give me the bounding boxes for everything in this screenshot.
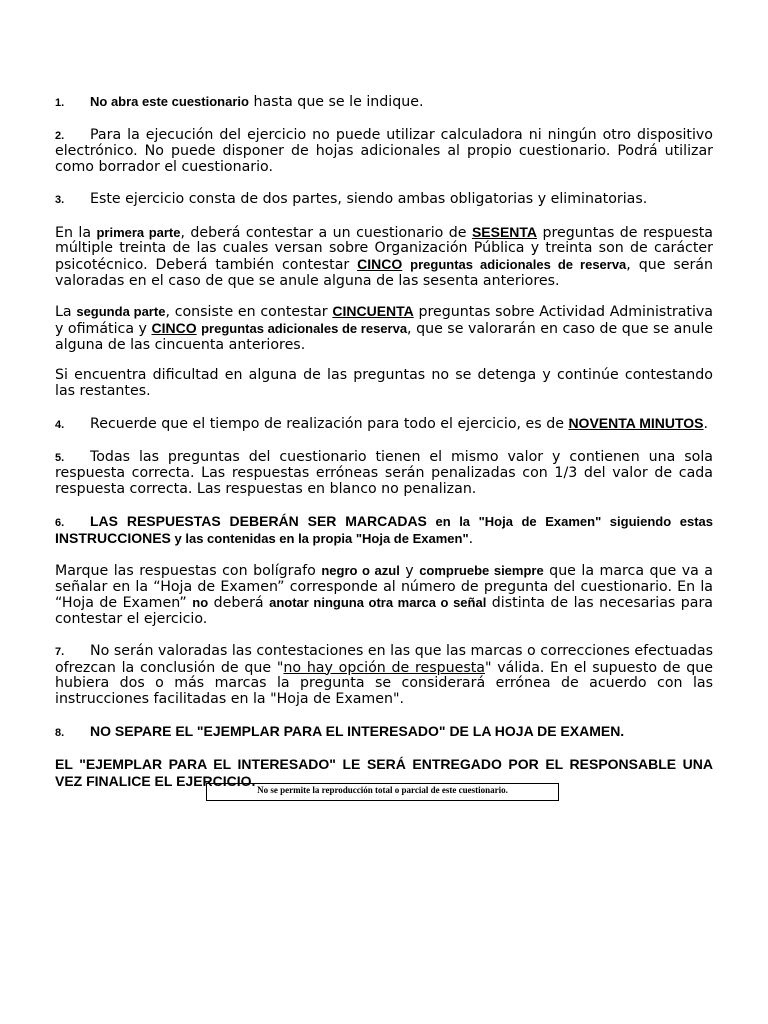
text: . [703, 415, 709, 432]
item-number: 3. [55, 193, 65, 206]
instructions-document [55, 94, 713, 791]
text: Todas las preguntas del cuestionario tienen el mismo valor y contienen una sola respuesta correcta. Las respuestas erróneas serán penalizadas con 1/3 del valor de cada respuesta correcta. Las respuestas en blanco no penalizan. [55, 448, 713, 497]
text: preguntas sobre Actividad Administrativa y ofimática y [55, 304, 714, 338]
bold-text: segunda parte [76, 304, 166, 320]
bold-underlined-text: SESENTA [471, 223, 538, 240]
bold-caps-text: EL "EJEMPLAR PARA EL INTERESADO" LE SERÁ ENTREGADO POR EL RESPONSABLE UNA VEZ FINALICE EL EJERCICIO. [55, 756, 713, 790]
bold-text: negro o azul [321, 563, 400, 579]
instruction-1 [55, 94, 713, 112]
item-number: 6. [55, 516, 65, 529]
text: " válida. En el supuesto de que hubiera dos o más marcas la pregunta se considerará errónea de acuerdo con las instrucciones facilitadas en la "Hoja de Examen". [55, 659, 713, 707]
bold-caps-text: NO SEPARE EL "EJEMPLAR PARA EL INTERESADO" DE LA HOJA DE EXAMEN. [90, 722, 625, 739]
marking-paragraph [55, 563, 713, 628]
item-number: 2. [55, 129, 65, 142]
text: , que serán valoradas en el caso de que se anule alguna de las sesenta anteriores. [55, 256, 713, 289]
bold-text: en la "Hoja de Examen" siguiendo estas [426, 513, 714, 529]
instruction-3 [55, 192, 713, 209]
bold-text: y las contenidas en la propia "Hoja de Examen" [170, 531, 469, 547]
text: No serán valoradas las contestaciones en las que las marcas o correcciones efectuadas ofrezcan la conclusión de que " [55, 642, 713, 676]
bold-text: compruebe siempre [419, 563, 544, 579]
first-part-paragraph [55, 225, 713, 290]
instruction-6 [55, 514, 713, 548]
bold-text: anotar ninguna otra marca o señal [269, 595, 487, 611]
text: En la [55, 224, 97, 241]
bold-underlined-text: CINCUENTA [332, 303, 414, 320]
bold-text: preguntas adicionales de reserva [201, 321, 408, 337]
text: , que se valorarán en caso de que se anule alguna de las cincuenta anteriores. [55, 321, 713, 353]
bold-underlined-text: NOVENTA MINUTOS [568, 414, 704, 431]
bold-underlined-text: CINCO [357, 255, 403, 272]
text: y [399, 563, 420, 580]
instruction-5 [55, 450, 713, 498]
text: La [55, 304, 77, 321]
text: hasta que se le indique. [248, 94, 424, 110]
text: Este ejercicio consta de dos partes, siendo ambas obligatorias y eliminatorias. [90, 190, 648, 207]
instruction-8 [55, 724, 713, 742]
text: deberá [208, 595, 270, 612]
bold-text: preguntas adicionales de reserva [410, 256, 627, 272]
text: Marque las respuestas con bolígrafo [55, 563, 322, 580]
text: distinta de las necesarias para contestar el ejercicio. [55, 595, 713, 628]
item-number: 5. [55, 451, 65, 464]
bold-text: no [192, 595, 209, 611]
item-number: 1. [55, 97, 65, 109]
bold-text: No abra este cuestionario [90, 94, 249, 109]
item-number: 8. [55, 726, 65, 739]
text: Para la ejecución del ejercicio no puede utilizar calculadora ni ningún otro dispositivo electrónico. No puede disponer de hojas adicionales al propio cuestionario. Podrá utilizar como borrador el cuestionario. [55, 126, 713, 176]
second-part-paragraph [55, 304, 713, 353]
text: , deberá contestar a un cuestionario de [180, 224, 472, 241]
item-number: 4. [55, 418, 65, 431]
copyright-notice-box [206, 783, 559, 801]
text [402, 257, 410, 273]
text: que la marca que va a señalar en la “Hoja de Examen” corresponde al número de pregunta del cuestionario. En la “Hoja de Examen” [55, 563, 713, 612]
text: . [468, 531, 474, 548]
instruction-4 [55, 416, 713, 434]
instruction-2 [55, 128, 713, 176]
bold-caps-text: LAS RESPUESTAS DEBERÁN SER MARCADAS [90, 512, 427, 529]
bold-caps-text: INSTRUCCIONES [55, 530, 171, 547]
copyright-notice-text: No se permite la reproducción total o parcial de este cuestionario. [257, 785, 508, 795]
text: Recuerde que el tiempo de realización para todo el ejercicio, es de [90, 415, 569, 432]
text: , consiste en contestar [165, 304, 333, 321]
bold-underlined-text: CINCO [151, 320, 197, 337]
underlined-text: no hay opción de respuesta [283, 659, 485, 676]
difficulty-paragraph [55, 368, 713, 399]
bold-text: primera parte [96, 224, 181, 240]
item-number: 7. [55, 645, 65, 658]
text: preguntas de respuesta múltiple treinta de las cuales versan sobre Organización Pública y treinta son de carácter psicotécnico. Deberá también contestar [55, 224, 713, 273]
text: Si encuentra dificultad en alguna de las preguntas no se detenga y continúe contestando las restantes. [55, 367, 713, 400]
instruction-7 [55, 644, 713, 708]
